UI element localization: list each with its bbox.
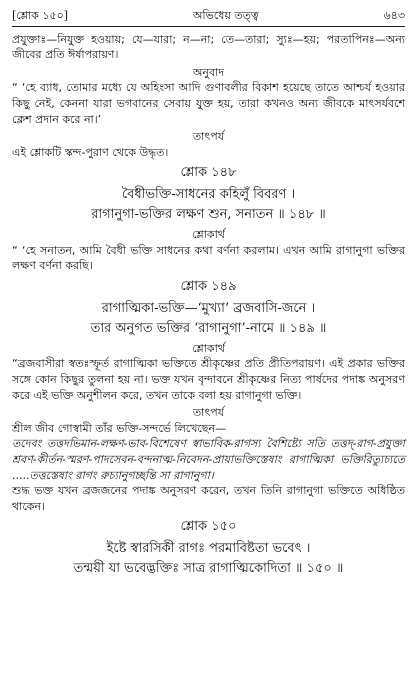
header-verse-ref: [শ্লোক ১৫০] [12,9,69,22]
page-header [12,8,405,24]
verse-line: রাগাত্মিকা-ভক্তি—‘মুখ্যা’ ব্রজবাসি-জনে । [101,300,316,316]
verse-line: তার অনুগত ভক্তির ‘রাগানুগা’-নামে ॥ ১৪৯ ॥ [90,320,327,336]
header-page-number: ৬৪৩ [383,9,405,22]
sanskrit-quote-paragraph: তদেবং তত্তদভিমান-লক্ষণ-ভাব-বিশেষেণ স্বাভাবিক-রাগস্য বৈশিষ্ট্যে সতি তত্তদ্-রাগ-প্রযুক্তা শ্রবণ-কীর্তন-স্মরণ-পাদসেবন-বন্দনাত্ম-নিবেদন-প্রায়াভক্তিস্তেষাং রাগাত্মিকা ভক্তিরিত্যুচ্যতে .....তত্তস্তেষাং রাগং রুচ্যানুগচ্ছন্তি সা রাগানুগা। [12,437,405,482]
verse-line: বৈধীভক্তি-সাধনের কহিলুঁ বিবরণ । [121,186,296,202]
header-rule [12,26,405,27]
verse-line: ইষ্টে স্বারসিকী রাগঃ পরমাবিষ্টতা ভবেৎ । [106,540,311,556]
verse-heading-149: শ্লোক ১৪৯ [180,279,237,295]
purport-paragraph: শুদ্ধ ভক্ত যখন ব্রজজনের পদাঙ্ক অনুসরণ করেন, তখন তিনি রাগানুগা ভক্তিতে অধিষ্ঠিত থাকেন। [12,484,405,513]
section-heading-purport: তাৎপর্য [192,130,225,144]
verse-line: তন্ময়ী যা ভবেদ্ভক্তিঃ সাত্র রাগাত্মিকোদিতা ॥ ১৫০ ॥ [73,561,344,577]
translation-paragraph: “ ‘হে ব্যাধ, তোমার মধ্যে যে অহিংসা আদি গুণাবলীর বিকাশ হয়েছে তাতে আশ্চর্য হওয়ার কিছু নেই, কেননা যারা ভগবানের সেবায় যুক্ত হয়, তারা কখনও অন্য জীবকে মাৎসর্যবশে ক্লেশ প্রদান করে না।’ [12,81,405,126]
verse-meaning-paragraph: “ব্রজবাসীরা স্বতঃস্ফূর্ত রাগাত্মিকা ভক্তিতে শ্রীকৃষ্ণের প্রতি প্রীতিপরায়ণ। এই প্রকার ভক্তির সঙ্গে কোন কিছুর তুলনা হয় না। ভক্ত যখন বৃন্দাবনে শ্রীকৃষ্ণের নিত্য পার্ষদের পদাঙ্ক অনুসরণ করে এই ভক্তি অনুশীলন করে, তখন তাকে বলা হয় রাগানুগা ভক্তি। [12,357,405,402]
section-heading-translation: অনুবাদ [192,65,225,79]
section-heading-verse-meaning: শ্লোকার্থ [192,341,225,355]
purport-paragraph: এই শ্লোকটি স্কন্দ-পুরাণ থেকে উদ্ধৃত। [12,145,169,159]
verse-line: রাগানুগা-ভক্তির লক্ষণ শুন, সনাতন ॥ ১৪৮ ॥ [91,207,326,223]
header-chapter-title: অভিধেয় তত্ত্ব [192,9,259,22]
word-meaning-paragraph: প্রযুক্তাঃ—নিযুক্ত হওয়ায়; যে—যারা; ন—না; তে—তারা; স্যুঃ—হয়; পরতাপিনঃ—অন্য জীবের প্রতি ঈর্ষাপরায়ণ। [12,32,405,62]
purport-paragraph: শ্রীল জীব গোস্বামী তাঁর ভক্তি-সন্দর্ভে লিখেছেন— [12,421,227,435]
verse-meaning-paragraph: “ ‘হে সনাতন, আমি বৈধী ভক্তি সাধনের কথা বর্ণনা করলাম। এখন আমি রাগানুগা ভক্তির লক্ষণ বর্ণনা করছি। [12,243,405,273]
section-heading-verse-meaning: শ্লোকার্থ [192,228,225,242]
verse-heading-148: শ্লোক ১৪৮ [180,165,237,181]
verse-heading-150: শ্লোক ১৫০ [180,519,237,535]
section-heading-purport: তাৎপর্য [192,406,225,420]
